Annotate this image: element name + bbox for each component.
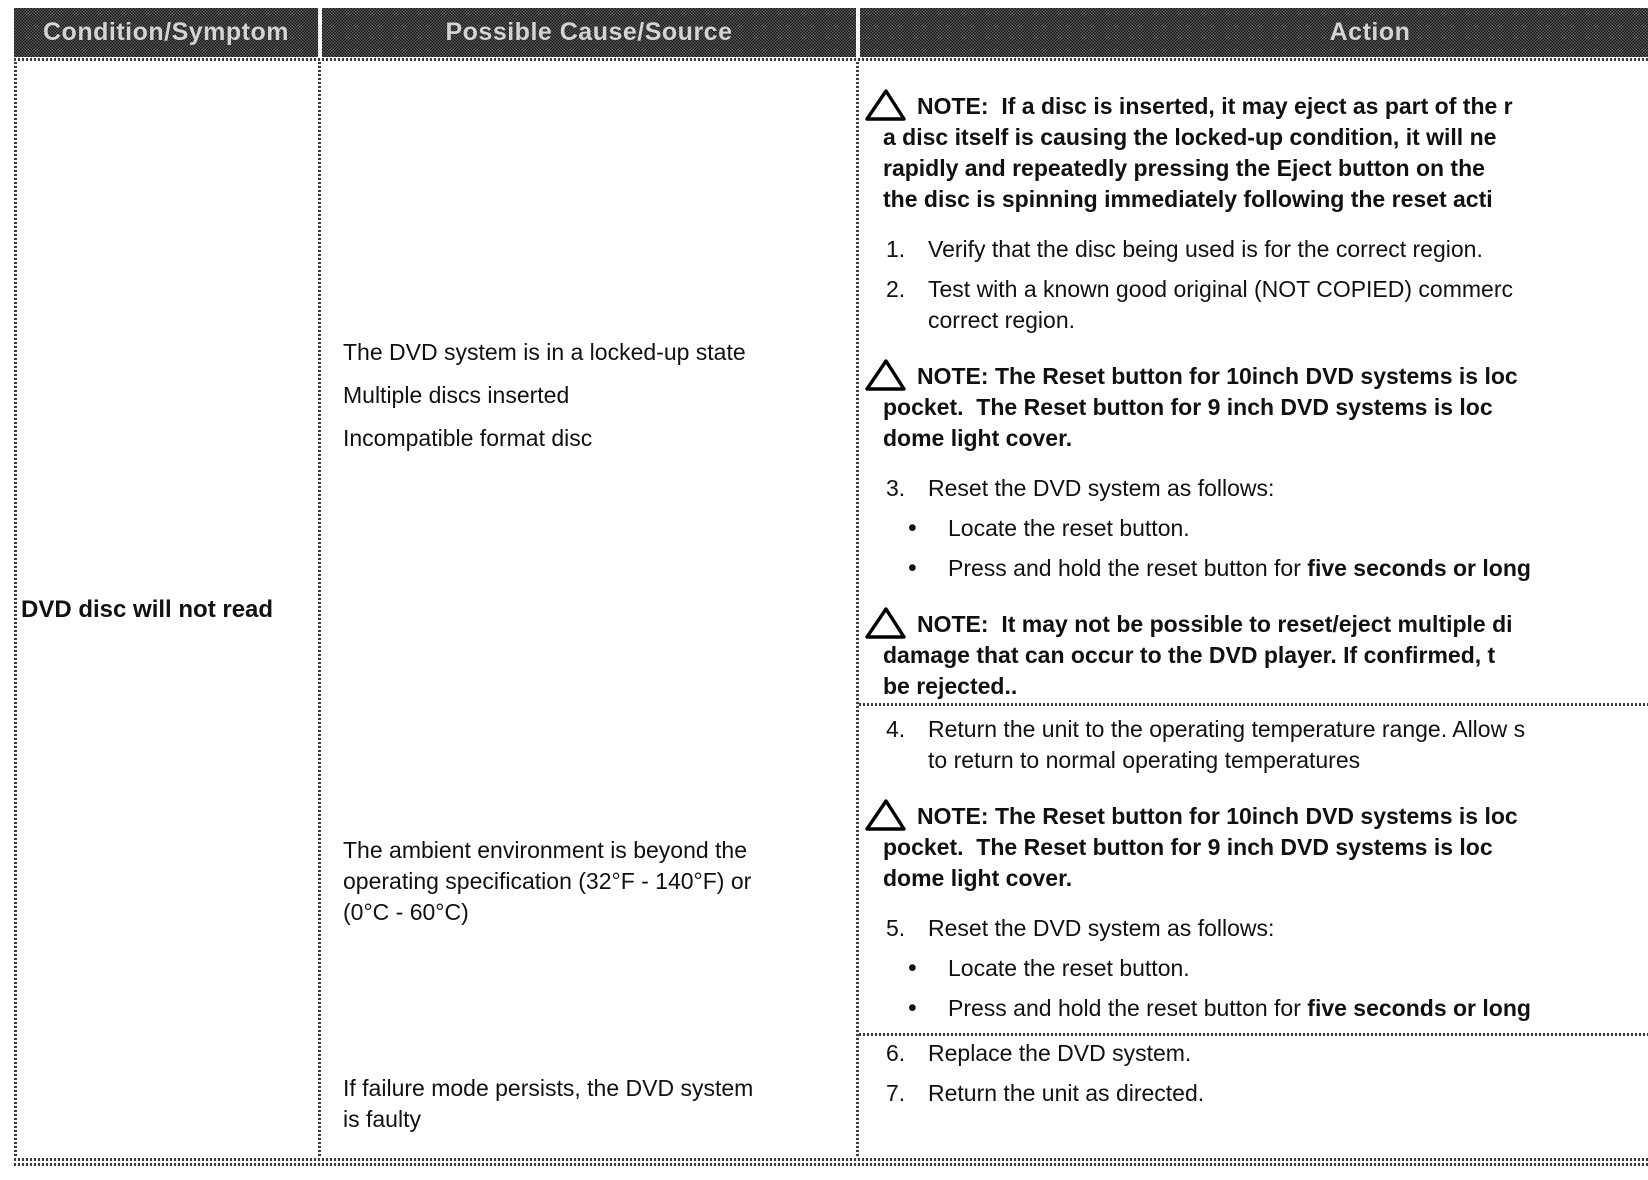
item-text [928,1078,1204,1109]
note-line: be rejected.. [883,673,1018,699]
note-line: rapidly and repeatedly pressing the Eject button on the [883,155,1485,181]
note-line: dome light cover. [883,865,1073,891]
cause-line: Incompatible format disc [343,424,593,451]
item-line [928,274,1513,305]
item-line [948,953,1190,984]
note-line: dome light cover. [883,425,1073,451]
cause-group [321,62,856,706]
numbered-item [859,913,1648,944]
note-triangle-icon [863,358,907,392]
cause-line: The ambient environment is beyond the [343,836,748,863]
text: Locate the reset button. [948,515,1190,541]
numbered-item [859,1078,1648,1109]
bottom-border-line [14,1163,1648,1166]
note-triangle-icon [863,88,907,122]
item-text [928,234,1483,265]
note-triangle-icon [863,606,907,640]
text: Test with a known good original (NOT COPIED) commerc [928,276,1513,302]
text: Reset the DVD system as follows: [928,915,1275,941]
table-header-row [14,8,1648,57]
note-text: NOTE: The Reset button for 10inch DVD systems is loc [917,363,1518,389]
table-bottom-border [14,1158,1648,1168]
text: Press and hold the reset button for [948,555,1308,581]
bullet-item [859,993,1648,1024]
item-number: 7. [886,1080,906,1106]
text: Press and hold the reset button for [948,995,1308,1021]
note-line [883,358,1648,392]
item-number: 4. [886,716,906,742]
numbered-item [859,714,1648,776]
numbered-item [859,473,1648,504]
note-line: a disc itself is causing the locked-up condition, it will ne [883,124,1497,150]
item-line [928,1078,1204,1109]
note-block [859,606,1648,702]
item-text [948,953,1190,984]
note-block [859,798,1648,894]
item-number: 6. [886,1040,906,1066]
bullet-item [859,953,1648,984]
item-line [948,993,1531,1024]
cause-group [321,1036,856,1157]
table-body [14,62,1648,1157]
cause-cell [321,62,856,1157]
note-block [859,358,1648,454]
item-text [928,274,1513,336]
note-block [859,88,1648,215]
numbered-item [859,274,1648,336]
col-header-cause: Possible Cause/Source [322,8,856,57]
item-number: 2. [886,276,906,302]
note-line: pocket. The Reset button for 9 inch DVD systems is loc [883,394,1493,420]
bold-text: five seconds or long [1307,555,1531,581]
item-line [928,714,1525,745]
item-line [928,234,1483,265]
note-text: NOTE: It may not be possible to reset/eject multiple di [917,611,1513,637]
note-text: NOTE: If a disc is inserted, it may eject as part of the r [917,93,1513,119]
item-line [928,745,1525,776]
cause-line: The DVD system is in a locked-up state [343,338,746,365]
item-number: 3. [886,475,906,501]
item-text [948,513,1190,544]
action-cell [859,62,1648,1157]
text: Verify that the disc being used is for the correct region. [928,236,1483,262]
numbered-item [859,1038,1648,1069]
item-text [928,913,1274,944]
item-line [948,553,1531,584]
text: correct region. [928,307,1076,333]
action-section [859,706,1648,1033]
action-section [859,62,1648,703]
cause-group [321,706,856,1036]
item-text [948,993,1531,1024]
bullet-item [859,513,1648,544]
bottom-border-line [14,1158,1648,1161]
bullet-marker: • [908,954,917,982]
text: Return the unit to the operating temperature range. Allow s [928,716,1526,742]
text: Reset the DVD system as follows: [928,475,1275,501]
note-line [883,606,1648,640]
text: Locate the reset button. [948,955,1190,981]
item-number: 5. [886,915,906,941]
text: Replace the DVD system. [928,1040,1192,1066]
text: to return to normal operating temperatures [928,747,1361,773]
note-line: damage that can occur to the DVD player. If confirmed, t [883,642,1496,668]
item-line [948,513,1190,544]
item-text [928,714,1525,776]
bullet-marker: • [908,554,917,582]
item-number: 1. [886,236,906,262]
cause-line: operating specification (32°F - 140°F) or [343,867,752,894]
item-line [928,1038,1191,1069]
cause-line: is faulty [343,1105,421,1132]
text: Return the unit as directed. [928,1080,1205,1106]
action-section [859,1036,1648,1153]
item-text [928,473,1274,504]
note-line [883,88,1648,122]
note-line: pocket. The Reset button for 9 inch DVD systems is loc [883,834,1493,860]
numbered-item [859,234,1648,265]
condition-cell [17,62,318,1157]
note-line: the disc is spinning immediately following the reset acti [883,186,1493,212]
item-line [928,913,1274,944]
cause-line: (0°C - 60°C) [343,898,469,925]
item-text [928,1038,1191,1069]
condition-text: DVD disc will not read [21,595,274,623]
bullet-marker: • [908,994,917,1022]
cause-line: If failure mode persists, the DVD system [343,1074,754,1101]
bullet-marker: • [908,514,917,542]
col-header-condition: Condition/Symptom [14,8,318,57]
note-triangle-icon [863,798,907,832]
bullet-item [859,553,1648,584]
header-bottom-border [14,58,1648,61]
item-text [948,553,1531,584]
col-header-action: Action [860,8,1648,57]
item-line [928,473,1274,504]
item-line [928,305,1513,336]
cause-line: Multiple discs inserted [343,381,570,408]
note-text: NOTE: The Reset button for 10inch DVD systems is loc [917,803,1518,829]
note-line [883,798,1648,832]
bold-text: five seconds or long [1307,995,1531,1021]
